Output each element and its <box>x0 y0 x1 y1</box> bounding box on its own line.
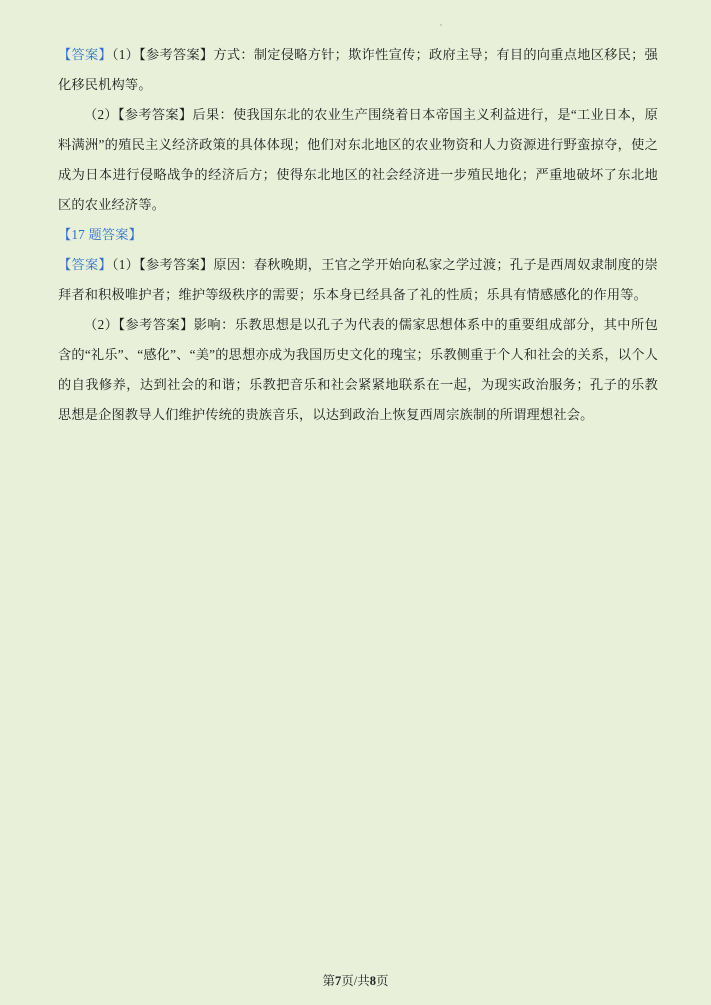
answer-text: （1）【参考答案】原因：春秋晚期，王官之学开始向私家之学过渡；孔子是西周奴隶制度的崇拜者和积极唯护者；维护等级秩序的需要；乐本身已经具备了礼的性质；乐具有情感感化的作用等。 <box>58 257 658 302</box>
answer-text: （2）【参考答案】后果：使我国东北的农业生产围绕着日本帝国主义利益进行，是“工业日本，原料满洲”的殖民主义经济政策的具体体现；他们对东北地区的农业物资和人力资源进行野蛮掠夺，使之成为日本进行侵略战争的经济后方；使得东北地区的社会经济进一步殖民地化；严重地破坏了东北地区的农业经济等。 <box>58 107 658 212</box>
answer-paragraph-17-1 <box>58 250 658 310</box>
footer-total-pages: 8 <box>369 974 376 988</box>
question-heading-label: 【17 题答案】 <box>58 227 143 242</box>
answer-paragraph-17-2 <box>58 310 658 430</box>
answer-paragraph-16-1 <box>58 40 658 100</box>
page-footer <box>0 971 711 989</box>
answer-label: 【答案】 <box>58 257 112 272</box>
footer-middle: 页/共 <box>341 974 370 988</box>
page-corner-dot <box>440 24 442 26</box>
answer-paragraph-16-2 <box>58 100 658 220</box>
footer-suffix: 页 <box>375 974 389 988</box>
answer-text: （2）【参考答案】影响：乐教思想是以孔子为代表的儒家思想体系中的重要组成部分，其中所包含的“礼乐”、“感化”、“美”的思想亦成为我国历史文化的瑰宝；乐教侧重于个人和社会的关系，以个人的自我修养，达到社会的和谐；乐教把音乐和社会紧紧地联系在一起，为现实政治服务；孔子的乐教思想是企图教导人们维护传统的贵族音乐，以达到政治上恢复西周宗族制的所谓理想社会。 <box>58 317 658 422</box>
footer-current-page: 7 <box>335 974 342 988</box>
footer-prefix: 第 <box>322 974 335 988</box>
document-body <box>58 40 658 430</box>
answer-label: 【答案】 <box>58 47 112 62</box>
answer-text: （1）【参考答案】方式：制定侵略方针；欺诈性宣传；政府主导；有目的向重点地区移民；强化移民机构等。 <box>58 47 658 92</box>
question-heading-17 <box>58 220 658 250</box>
